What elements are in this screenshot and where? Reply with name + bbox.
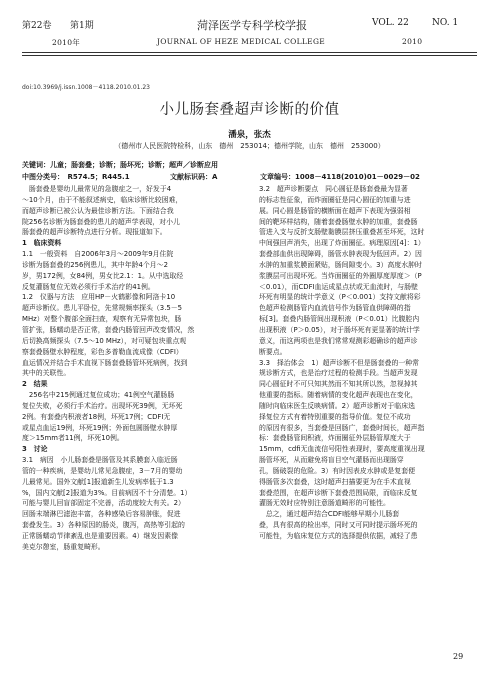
right-column-line: 孔，肠破裂的危险。3）有时因表皮水肿或是复套便 bbox=[259, 466, 415, 475]
right-column-line: 同心圆征时不可只知其然而不知其所以然，忽视掉其 bbox=[259, 380, 418, 389]
right-column-line: 他重要的指标。随着病情的变化超声表现也在变化， bbox=[259, 391, 418, 400]
left-column-line: 度＞15mm者11例，坏死10例。 bbox=[22, 434, 124, 443]
left-column-line: 管扩张，肠蠕动是否正常，套叠内肠管回声改变情况，然 bbox=[22, 325, 195, 334]
keywords: 关键词：儿童；肠套叠；诊断；肠坏死；诊断；超声／诊断应用 bbox=[22, 161, 218, 169]
left-column-line: 或星点血运19例，坏死19例；外面包圆肠壁水肿厚 bbox=[22, 423, 178, 432]
left-column-line: 美克尔憩室，肠重复畸形。 bbox=[22, 542, 105, 551]
running-header-english bbox=[22, 37, 477, 49]
right-column-line: 的标志性征象，而炸面圈征是同心圆征的加重与进 bbox=[259, 195, 411, 204]
right-column-line: 随时向临床医生反映病情。2）超声诊断对于临床选 bbox=[259, 401, 415, 410]
left-column-line: 回肠末端淋巴滤泡丰富，各种感染后容易肿胀，促进 bbox=[22, 510, 181, 519]
right-column-line: 标：套叠肠管间积液，炸面圈征外层肠管厚度大于 bbox=[259, 434, 411, 443]
left-column-line: 肠套叠是婴幼儿最常见的急腹症之一，好发于4 bbox=[22, 185, 172, 193]
header-rule-thin bbox=[22, 55, 477, 56]
left-column-line: 而超声诊断已被公认为最佳诊断方法。下面结合我 bbox=[22, 206, 174, 215]
right-column-line: 3.3 择治体会 1）超声诊断不但是肠套叠的一种常 bbox=[259, 358, 420, 367]
right-column-line: 15mm，cdfi无血流信号阳性表现时，要高度重视出现 bbox=[259, 445, 425, 454]
left-column-line: 肠套叠的超声诊断特点进行分析。现报道如下。 bbox=[22, 228, 167, 237]
left-column-line: 3.1 病因 小儿肠套叠是肠管及其系膜套入临近肠 bbox=[22, 456, 178, 465]
left-column-line: 儿最常见。国外文献[1]报道新生儿发病率低于1.3 bbox=[22, 477, 174, 486]
right-column-line: 得肠管多次套叠，这时超声扫描要更为在手术直视 bbox=[259, 477, 411, 486]
left-column-line: 套叠发生。3）各种原因的肠炎，腹泻，高热等引起的 bbox=[22, 521, 185, 530]
left-column-line: 正常肠蠕动节律紊乱也是重要因素。4）继发因素像 bbox=[22, 532, 178, 540]
right-column-line: 展。同心圆是肠管的横断面在超声下表现为强弱相 bbox=[259, 206, 411, 215]
right-column-line: 总之，通过超声结合CDFI能够早期小儿肠套 bbox=[259, 510, 400, 519]
authors: 潘泉，张杰 bbox=[228, 130, 271, 140]
left-column bbox=[22, 184, 238, 553]
header-journal-en: JOURNAL OF HEZE MEDICAL COLLEGE bbox=[157, 37, 326, 46]
left-column-line: 察套叠肠壁水肿程度，彩色多普勒血流成像（CDFI） bbox=[22, 347, 183, 356]
header-year-cn: 2010年 bbox=[52, 38, 81, 47]
header-journal-cn: 菏泽医学专科学校学报 bbox=[197, 19, 307, 32]
right-column-line: 套叠部血供出现障碍，肠管水肿表现为低回声。2）因 bbox=[259, 250, 422, 259]
affiliation: （德州市人民医院特检科，山东 德州 253014；德州学院，山东 德州 253000） bbox=[114, 142, 385, 150]
left-column-line: 管的一种疾病，是婴幼儿常见急腹症，3－7月的婴幼 bbox=[22, 466, 183, 475]
right-column-line: 出现积液（P＞0.05），对于肠坏死有更显著的统计学 bbox=[259, 325, 420, 334]
left-column-line: MHz）对整个腹部全面扫查，观察有无异常包块，肠 bbox=[22, 315, 182, 324]
left-column-line: 诊断为肠套叠的256例患儿，其中年龄4个月～2 bbox=[22, 260, 168, 269]
left-column-line: 1.2 仪器与方法 应用HP－火鹤影像和阿洛卡10 bbox=[22, 293, 176, 302]
left-column-line: 1.1 一般资料 自2006年3月～2009年9月住院 bbox=[22, 250, 174, 259]
right-column-line: 择复位方式有着特别重要的指导价值。复位不成功 bbox=[259, 412, 411, 421]
doi: doi:10.3969/j.issn.1008－4118.2010.01.23 bbox=[22, 84, 151, 91]
right-column-line: 管进入支与反折支肠壁黏膜层挤压重叠甚至坏死，这时 bbox=[259, 228, 425, 237]
right-column-line: 间的靶环样结构，随着套叠肠壁水肿的加重，套叠肠 bbox=[259, 217, 418, 226]
left-column-line: 1 临床资料 bbox=[22, 239, 62, 248]
left-column-line: 院256名诊断为肠套叠的患儿的超声学表现，对小儿 bbox=[22, 217, 180, 226]
right-column-line: 叠，具有很高的检出率，同时又可同时提示肠坏死的 bbox=[259, 521, 418, 530]
right-column-line: 坏死有明显的统计学意义（P＜0.001）支持文献将彩 bbox=[259, 293, 421, 302]
left-column-line: 2 结果 bbox=[22, 380, 48, 389]
left-column-line: 复位失败，必须行手术治疗。出现坏死39例，无坏死 bbox=[22, 401, 183, 410]
header-volume: 第22卷 bbox=[22, 21, 52, 31]
right-column-line: 3.2 超声诊断要点 同心圆征是肠套叠最为显著 bbox=[259, 185, 408, 193]
left-column-line: ～10个月，由于不能叙述病史，临床诊断比较困难， bbox=[22, 195, 183, 204]
right-column-line: 水肿的加重浆膜面紧贴，肠间隙变小。3）高度水肿时 bbox=[259, 260, 422, 269]
right-column-line: 规诊断方式，也是治疗过程的检测手段。当超声发现 bbox=[259, 369, 418, 378]
left-column-line: 后切换高频探头（7.5～10 MHz），对可疑包块重点观 bbox=[22, 336, 187, 345]
right-column-line: 灌肠无效时应特别注意肠道畸形的可能性。 bbox=[259, 499, 390, 508]
article-number: 文章编号：1008－4118(2010)01－0029－02 bbox=[260, 173, 420, 181]
right-column bbox=[259, 184, 475, 542]
document-code: 文献标识码：A bbox=[170, 173, 218, 181]
classification-line bbox=[22, 172, 477, 183]
left-column-line: 反复灌肠复位无效必须行手术治疗的41例。 bbox=[22, 282, 155, 291]
article-title: 小儿肠套叠超声诊断的价值 bbox=[159, 102, 340, 118]
header-rule-thick bbox=[22, 52, 477, 53]
right-column-line: 肠管坏死，从而避免将盲目空气灌肠而出现肠穿 bbox=[259, 456, 404, 465]
right-column-line: 色超声检测肠管内血流信号作为肠管血供障碍的指 bbox=[259, 304, 411, 313]
right-column-line: 标[3]。套叠内肠管间出现积液（P＜0.01）比腹腔内 bbox=[259, 315, 420, 324]
left-column-line: 超声诊断仪。患儿平卧位，先常规频率探头（3.5－5 bbox=[22, 304, 183, 313]
right-column-line: 意义，而这两项也是我们常常观测彩超确诊的超声诊 bbox=[259, 336, 418, 345]
right-column-line: 断要点。 bbox=[259, 347, 287, 356]
left-column-line: 3 讨论 bbox=[22, 445, 48, 454]
left-column-line: 2例。有套叠内积液者18例，坏死17例；CDFI无 bbox=[22, 412, 171, 421]
running-header bbox=[22, 18, 477, 32]
right-column-line: 浆膜层可出现坏死。当炸面圈征的外圈厚度厚度＞（P bbox=[259, 271, 422, 280]
left-column-line: 血运情况并结合手术直视下肠套叠肠管坏死病例，找到 bbox=[22, 358, 188, 367]
clc-number: 中图分类号： R574.5；R445.1 bbox=[22, 173, 130, 181]
right-column-line: 可能性，为临床复位方式的选择提供依据，减轻了患 bbox=[259, 532, 418, 540]
header-year-en: 2010 bbox=[402, 37, 423, 46]
left-column-line: 其中的关联性。 bbox=[22, 369, 71, 378]
left-column-line: 256名中215例通过复位成功；41例空气灌肠肠 bbox=[22, 391, 175, 400]
left-column-line: 岁，男172例，女84例，男女比2.1：1。从中选取经 bbox=[22, 271, 184, 280]
right-column-line: 的原因有很多，当套叠是回肠广，套叠时间长，超声指 bbox=[259, 423, 425, 432]
page-number: 29 bbox=[453, 652, 464, 661]
header-vol-en: VOL. 22 bbox=[372, 18, 409, 28]
left-column-line: 可能与婴儿回盲部固定不完善，活动度较大有关。2） bbox=[22, 499, 185, 508]
left-column-line: %，国内文献[2]报道为3%。目前病因不十分清楚。1） bbox=[22, 488, 192, 497]
header-issue: 第1期 bbox=[70, 21, 94, 31]
right-column-line: ＜0.01），而CDFI血运成星点状或无血流时，与肠壁 bbox=[259, 282, 418, 291]
right-column-line: 中间强回声消失，出现了炸面圈征。病理原因[4]：1） bbox=[259, 239, 425, 248]
header-no-en: NO. 1 bbox=[432, 18, 459, 28]
right-column-line: 套叠范围，在超声诊断下套叠范围局限，而临床反复 bbox=[259, 488, 418, 497]
